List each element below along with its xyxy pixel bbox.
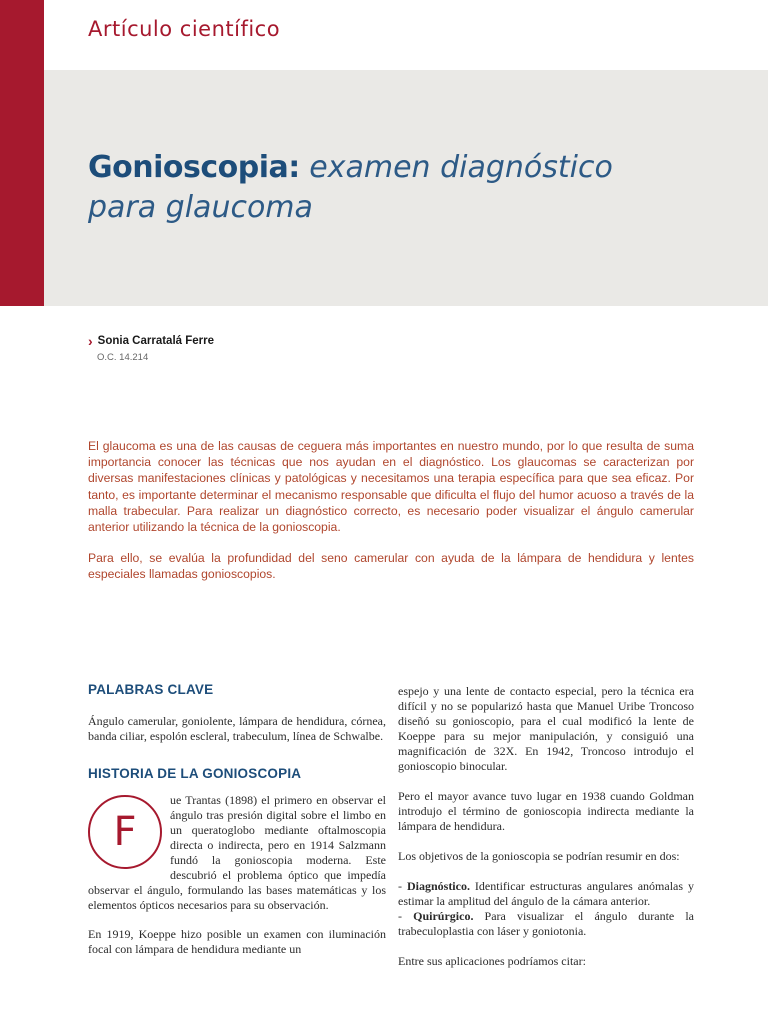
- abstract: [88, 438, 694, 598]
- abstract-paragraph: Para ello, se evalúa la profundidad del seno camerular con ayuda de la lámpara de hendidura y lentes especiales llamadas gonioscopios.: [88, 551, 694, 582]
- article-title: [88, 148, 728, 228]
- history-heading: HISTORIA DE LA GONIOSCOPIA: [88, 766, 302, 781]
- title-line1-rest: examen diagnóstico: [299, 150, 613, 185]
- item-label: Quirúrgico.: [413, 909, 474, 923]
- item-prefix: -: [398, 879, 407, 893]
- history-section: [88, 793, 386, 957]
- title-line2: para glaucoma: [88, 190, 313, 225]
- body-paragraph: espejo y una lente de contacto especial, pero la técnica era difícil y no se popularizó hasta que Manuel Uribe Troncoso diseñó su gonioscopio, para el cual modificó la lente de Koeppe para su mejor manipulación, y consiguió una magnificación de 32X. En 1942, Troncoso introdujo el gonioscopio binocular.: [398, 684, 694, 773]
- accent-bar: [0, 0, 44, 306]
- body-paragraph: Pero el mayor avance tuvo lugar en 1938 cuando Goldman introdujo el término de gonioscopia indirecta mediante la lámpara de hendidura.: [398, 789, 694, 833]
- objective-item: [398, 909, 694, 939]
- keywords-heading: PALABRAS CLAVE: [88, 682, 214, 697]
- item-text: Identificar estructuras angulares anómalas y estimar la amplitud del ángulo de la cámara anterior.: [398, 879, 695, 908]
- item-label: Diagnóstico.: [406, 879, 470, 893]
- author-block: [88, 333, 214, 363]
- body-paragraph: Los objetivos de la gonioscopia se podrían resumir en dos:: [398, 849, 680, 863]
- item-text: Para visualizar el ángulo durante la trabeculoplastia con láser y goniotonia.: [398, 909, 694, 938]
- section-label: Artículo científico: [88, 17, 281, 41]
- dropcap-letter: F: [88, 795, 162, 869]
- author-id: O.C. 14.214: [97, 352, 149, 363]
- objective-item: [398, 879, 694, 909]
- right-column: [398, 684, 694, 984]
- chevron-right-icon: ›: [88, 333, 93, 349]
- history-paragraph: En 1919, Koeppe hizo posible un examen con iluminación focal con lámpara de hendidura mediante un: [88, 927, 386, 956]
- history-paragraph: ue Trantas (1898) el primero en observar el ángulo tras presión digital sobre el limbo en un queratoglobo mediante oftalmoscopia directa o indirecta, pero en 1914 Salzmann fundó la gonioscopia moderna. Este descubrió el problema óptico que impedía observar el ángulo, formulando las bases matemáticas y los elementos ópticos necesarios para su observación.: [88, 793, 386, 912]
- body-paragraph: Entre sus aplicaciones podríamos citar:: [398, 954, 586, 968]
- title-bold: Gonioscopia:: [88, 150, 300, 185]
- left-column: [88, 682, 386, 971]
- keywords-text: Ángulo camerular, goniolente, lámpara de hendidura, córnea, banda ciliar, espolón escleral, trabeculum, línea de Schwalbe.: [88, 714, 386, 743]
- abstract-paragraph: El glaucoma es una de las causas de ceguera más importantes en nuestro mundo, por lo que resulta de suma importancia conocer las técnicas que nos ayudan en el diagnóstico. Los glaucomas se caracterizan por diversas manifestaciones clínicas y patológicas y necesitamos una terapia específica para que sea eficaz. Por tanto, es importante determinar el mecanismo responsable que dificulta el flujo del humor acuoso a través de la malla trabecular. Para realizar un diagnóstico correcto, es necesario poder visualizar el ángulo camerular anterior utilizando la técnica de la gonioscopia.: [88, 439, 694, 535]
- item-prefix: -: [398, 909, 414, 923]
- author-name: Sonia Carratalá Ferre: [97, 335, 215, 347]
